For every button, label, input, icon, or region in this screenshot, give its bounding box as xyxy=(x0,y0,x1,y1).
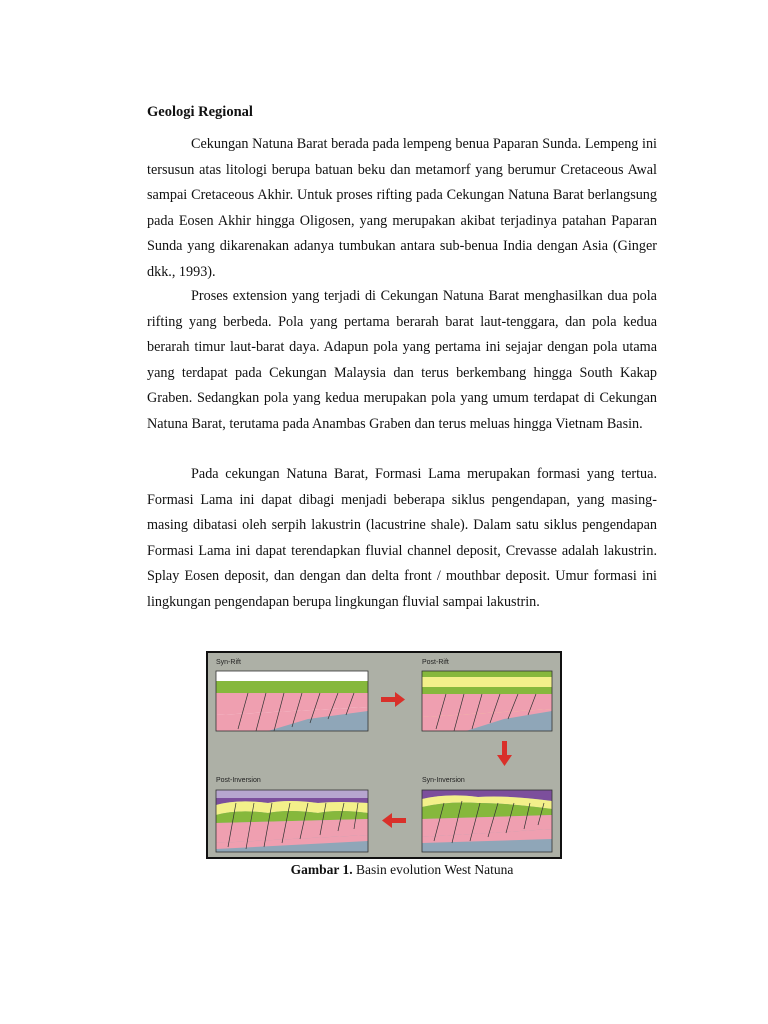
arrow-left-icon xyxy=(382,813,406,828)
panel-post-rift xyxy=(422,659,552,731)
figure-caption xyxy=(147,861,657,879)
arrow-down-icon xyxy=(497,741,512,766)
panel-label-post-inversion: Post-Inversion xyxy=(216,777,261,784)
panel-syn-rift xyxy=(216,659,368,731)
section-title: Geologi Regional xyxy=(147,104,253,120)
paragraph-1: Cekungan Natuna Barat berada pada lempeng benua Paparan Sunda. Lempeng ini tersusun atas litologi berupa batuan beku dan metamorf yang berumur Cretaceous Awal sampai Cretaceous Akhir. Untuk proses rifting pada Cekungan Natuna Barat berlangsung pada Eosen Akhir hingga Oligosen, yang merupakan akibat terjadinya patahan Paparan Sunda yang dikarenakan adanya tumbukan antara sub-benua India dengan Asia (Ginger dkk., 1993). xyxy=(147,136,657,280)
basin-evolution-diagram xyxy=(208,653,560,857)
panel-label-syn-inversion: Syn-Inversion xyxy=(422,777,465,784)
panel-post-inversion xyxy=(216,777,368,852)
paragraph-3: Pada cekungan Natuna Barat, Formasi Lama merupakan formasi yang tertua. Formasi Lama ini dapat dibagi menjadi beberapa siklus pengendapan, yang masing-masing dibatasi oleh serpih lakustrin (lacustrine shale). Dalam satu siklus pengendapan Formasi Lama ini dapat terendapkan fluvial channel deposit, Crevasse adalah lakustrin. Splay Eosen deposit, dan dengan dan delta front / mouthbar deposit. Umur formasi ini lingkungan pengendapan berupa lingkungan fluvial sampai lakustrin. xyxy=(147,466,657,610)
caption-text: Basin evolution West Natuna xyxy=(352,862,514,877)
paragraph-2: Proses extension yang terjadi di Cekungan Natuna Barat menghasilkan dua pola rifting yang berbeda. Pola yang pertama berarah barat laut-tenggara, dan pola kedua berarah timur laut-barat daya. Adapun pola yang pertama ini sejajar dengan pola utama yang terdapat pada Cekungan Malaysia dan terus berkembang hingga South Kakap Graben. Sedangkan pola yang kedua merupakan pola yang umum terdapat di Cekungan Natuna Barat, terutama pada Anambas Graben dan terus meluas hingga Vietnam Basin. xyxy=(147,288,657,432)
panel-label-syn-rift: Syn-Rift xyxy=(216,659,241,666)
panel-syn-inversion xyxy=(422,777,552,852)
caption-label: Gambar 1. xyxy=(290,862,353,877)
basin-evolution-figure xyxy=(206,651,562,859)
panel-label-post-rift: Post-Rift xyxy=(422,659,449,666)
arrow-right-icon xyxy=(381,692,405,707)
